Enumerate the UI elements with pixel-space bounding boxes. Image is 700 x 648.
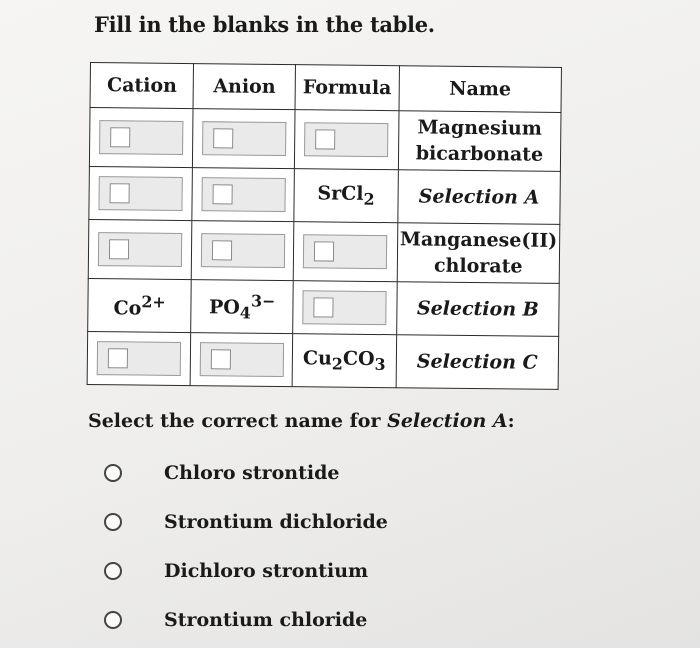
table-row [88,278,560,336]
cation-dropdown[interactable] [98,232,182,267]
option-4[interactable] [104,595,388,644]
radio-button-icon[interactable] [104,611,122,629]
cation-cell [88,219,192,279]
formula-dropdown[interactable] [304,122,388,157]
checkbox-icon [213,128,233,148]
table-row [87,331,559,389]
radio-button-icon[interactable] [104,562,122,580]
checkbox-icon [109,239,129,259]
checkbox-icon [110,183,130,203]
header-formula: Formula [295,65,399,111]
checkbox-icon [314,241,334,261]
name-cell-selection-c: Selection C [396,335,559,390]
formula-cell [292,334,396,388]
cation-dropdown[interactable] [97,341,181,376]
checkbox-icon [315,129,335,149]
option-3[interactable] [104,546,388,595]
cation-text: $Co^{2+}$ [113,291,166,320]
anion-cell [193,109,295,169]
formula-dropdown[interactable] [303,234,387,269]
option-1[interactable] [104,448,388,497]
table-header-row [90,63,561,113]
question-prompt: Select the correct name for Selection A: [88,410,515,432]
checkbox-icon [108,348,128,368]
table-row [89,166,561,224]
option-2[interactable] [104,497,388,546]
option-label[interactable]: Chloro strontide [164,461,340,484]
checkbox-icon [212,240,232,260]
ion-table [87,62,562,390]
checkbox-icon [212,184,232,204]
checkbox-icon [110,127,130,147]
anion-cell [191,280,293,334]
anion-dropdown[interactable] [201,177,285,212]
name-cell: Magnesium bicarbonate [398,111,561,172]
cation-dropdown[interactable] [99,120,183,155]
formula-cell [293,222,397,282]
formula-text: SrCl$_2$ [317,182,375,209]
table-row [89,108,561,172]
option-label[interactable]: Strontium dichloride [164,510,388,533]
option-label[interactable]: Dichloro strontium [164,559,369,582]
cation-cell [88,278,192,332]
anion-cell [192,168,294,222]
radio-button-icon[interactable] [104,464,122,482]
name-cell-selection-a: Selection A [398,170,561,225]
formula-cell [294,110,398,170]
option-label[interactable]: Strontium chloride [164,608,368,631]
page-title: Fill in the blanks in the table. [94,12,435,37]
formula-cell [294,169,398,223]
cation-cell [87,331,191,385]
name-cell-selection-b: Selection B [396,282,559,337]
checkbox-icon [210,349,230,369]
anion-dropdown[interactable] [201,233,285,268]
table-row [88,219,560,283]
anion-cell [192,221,294,281]
formula-text: $Cu_2CO_3$ [302,347,386,375]
formula-cell [293,281,397,335]
cation-cell [89,166,193,220]
anion-dropdown[interactable] [199,342,283,377]
anion-text: $PO_4^{3-}$ [208,291,276,323]
anion-dropdown[interactable] [202,121,286,156]
checkbox-icon [314,297,334,317]
cation-dropdown[interactable] [99,176,183,211]
anion-cell [191,333,293,387]
header-name: Name [399,66,562,113]
name-cell: Manganese(II) chlorate [397,223,560,284]
radio-button-icon[interactable] [104,513,122,531]
cation-cell [89,108,193,168]
header-anion: Anion [193,64,295,110]
formula-dropdown[interactable] [303,290,387,325]
header-cation: Cation [90,63,194,109]
answer-options [104,448,388,644]
